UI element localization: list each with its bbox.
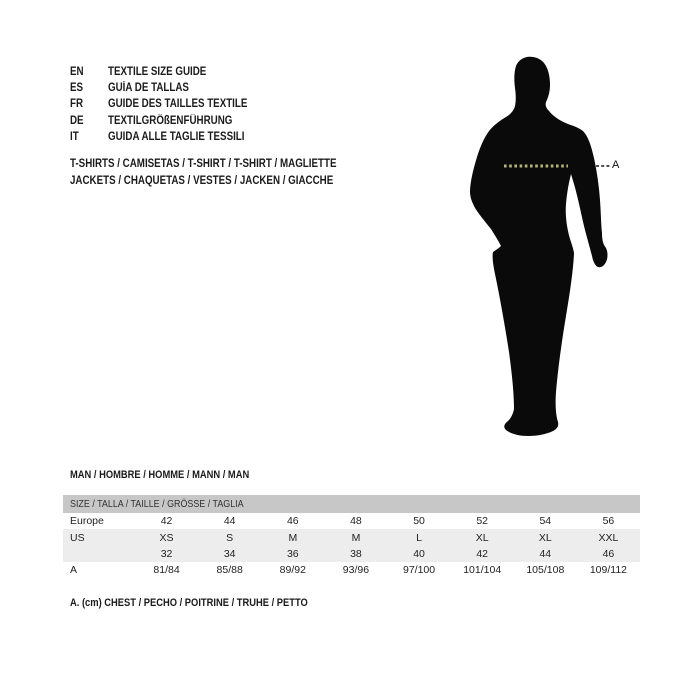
language-list: [70, 64, 272, 145]
language-label: GUÍA DE TALLAS: [108, 82, 189, 95]
table-cell: 38: [350, 547, 362, 560]
table-row-us-numeric: [63, 546, 640, 562]
language-row: [70, 80, 272, 96]
row-label: A: [70, 564, 78, 577]
table-cell: 81/84: [153, 564, 180, 577]
table-cell: 93/96: [342, 564, 370, 577]
language-label: TEXTILE SIZE GUIDE: [108, 66, 207, 79]
table-row-us-alpha: [63, 529, 640, 545]
measurement-footnote: A. (cm) CHEST / PECHO / POITRINE / TRUHE / PETTO: [70, 597, 308, 609]
table-cell: 97/100: [403, 564, 436, 577]
table-cell: L: [416, 531, 422, 544]
language-row: [70, 64, 272, 80]
table-cell: 105/108: [526, 564, 565, 577]
table-cell: M: [351, 531, 361, 544]
table-row-chest: [63, 562, 640, 578]
table-cell: 42: [160, 515, 173, 528]
garment-line-tshirts: T-SHIRTS / CAMISETAS / T-SHIRT / T-SHIRT / MAGLIETTE: [70, 158, 337, 171]
table-cell: 56: [602, 515, 615, 528]
language-label: GUIDA ALLE TAGLIE TESSILI: [108, 130, 245, 143]
row-label: Europe: [70, 515, 104, 528]
language-code: EN: [70, 66, 84, 79]
measure-label-a: A: [612, 159, 620, 171]
language-code: ES: [70, 82, 84, 95]
table-cell: 34: [223, 547, 236, 560]
table-cell: 36: [286, 547, 299, 560]
table-cell: 44: [539, 547, 552, 560]
language-row: [70, 129, 272, 145]
man-silhouette-figure: [430, 30, 700, 450]
table-cell: 46: [286, 515, 299, 528]
table-cell: 101/104: [463, 564, 502, 577]
table-cell: XXL: [598, 531, 619, 544]
section-title: MAN / HOMBRE / HOMME / MANN / MAN: [70, 469, 250, 481]
table-cell: M: [288, 531, 298, 544]
table-cell: 40: [413, 547, 425, 560]
table-cell: 54: [539, 515, 552, 528]
table-cell: 85/88: [216, 564, 243, 577]
table-cell: 109/112: [589, 564, 628, 577]
language-code: IT: [70, 130, 79, 143]
table-cell: XS: [159, 531, 174, 544]
table-cell: 32: [160, 547, 173, 560]
table-cell: 89/92: [279, 564, 306, 577]
table-cell: 42: [476, 547, 489, 560]
table-cell: 52: [476, 515, 489, 528]
table-cell: S: [226, 531, 234, 544]
table-cell: XL: [475, 531, 489, 544]
garment-line-jackets: JACKETS / CHAQUETAS / VESTES / JACKEN / GIACCHE: [70, 174, 334, 187]
table-cell: 48: [350, 515, 362, 528]
table-cell: 44: [223, 515, 236, 528]
size-table: [63, 495, 640, 579]
language-row: [70, 96, 272, 112]
language-label: GUIDE DES TAILLES TEXTILE: [108, 98, 248, 111]
table-cell: 46: [602, 547, 615, 560]
man-silhouette: [470, 57, 608, 436]
table-row-europe: [63, 513, 640, 529]
language-label: TEXTILGRÖßENFÜHRUNG: [108, 114, 233, 127]
size-table-header: SIZE / TALLA / TAILLE / GRÖSSE / TAGLIA: [63, 495, 640, 513]
language-row: [70, 113, 272, 129]
language-code: DE: [70, 114, 84, 127]
table-cell: XL: [538, 531, 552, 544]
language-code: FR: [70, 98, 84, 111]
row-label: US: [70, 531, 85, 544]
table-cell: 50: [413, 515, 425, 528]
garment-category-list: [70, 156, 383, 189]
